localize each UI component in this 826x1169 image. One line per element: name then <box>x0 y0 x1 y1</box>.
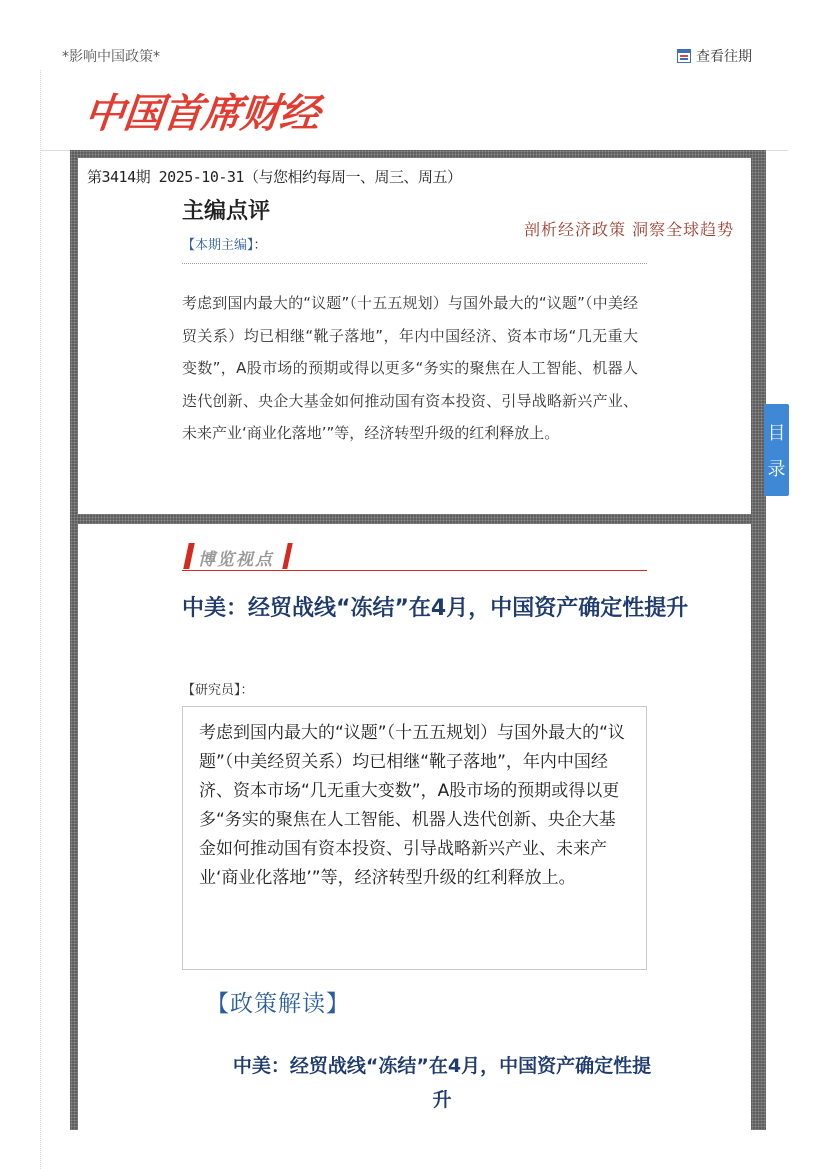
calendar-icon <box>677 49 691 63</box>
table-of-contents-tab[interactable] <box>764 404 789 496</box>
toc-char-2: 录 <box>767 459 786 480</box>
back-issues-label: 查看往期 <box>696 49 752 65</box>
back-issues-link[interactable] <box>677 46 752 66</box>
banner-underline <box>182 570 647 571</box>
summary-quote-box: 考虑到国内最大的“议题”（十五五规划）与国外最大的“议题”（中美经贸关系）均已相继“靴子落地”，年内中国经济、资本市场“几无重大变数”，A股市场的预期或得以更多“务实的聚焦在人工智能、机器人迭代创新、央企大基金如何推动国有资本投资、引导战略新兴产业、未来产业‘商业化落地’”等，经济转型升级的红利释放上。 <box>182 706 647 970</box>
editor-commentary: 考虑到国内最大的“议题”（十五五规划）与国外最大的“议题”（中美经贸关系）均已相继“靴子落地”，年内中国经济、资本市场“几无重大变数”，A股市场的预期或得以更多“务实的聚焦在人工智能、机器人迭代创新、央企大基金如何推动国有资本投资、引导战略新兴产业、未来产业‘商业化落地’”等，经济转型升级的红利释放上。 <box>182 294 638 442</box>
issue-info: 第3414期 2025-10-31（与您相约每周一、周三、周五） <box>87 168 462 186</box>
slogan: 剖析经济政策 洞察全球趋势 <box>524 220 735 239</box>
tagline: *影响中国政策* <box>62 49 160 65</box>
editor-section-title: 主编点评 <box>182 199 271 224</box>
banner-accent-left <box>183 543 195 569</box>
page-left-guide <box>40 70 41 1169</box>
article-title[interactable]: 中美：经贸战线“冻结”在4月，中国资产确定性提升 <box>182 596 689 621</box>
banner-label: 博览视点 <box>198 550 274 570</box>
editor-label <box>182 234 267 253</box>
researcher-label: 【研究员】： <box>182 683 254 698</box>
brand-logo[interactable]: 中国首席财经 <box>82 91 322 137</box>
viewpoint-banner <box>182 541 647 572</box>
editor-label-text: 【本期主编】 <box>182 238 254 253</box>
editor-label-colon: ： <box>253 238 267 253</box>
toc-char-1: 目 <box>767 423 786 444</box>
policy-article-title[interactable]: 中美：经贸战线“冻结”在4月，中国资产确定性提升 <box>232 1055 652 1111</box>
editor-divider <box>182 263 647 264</box>
policy-reading-heading: 【政策解读】 <box>206 991 350 1017</box>
banner-accent-right <box>282 543 293 569</box>
